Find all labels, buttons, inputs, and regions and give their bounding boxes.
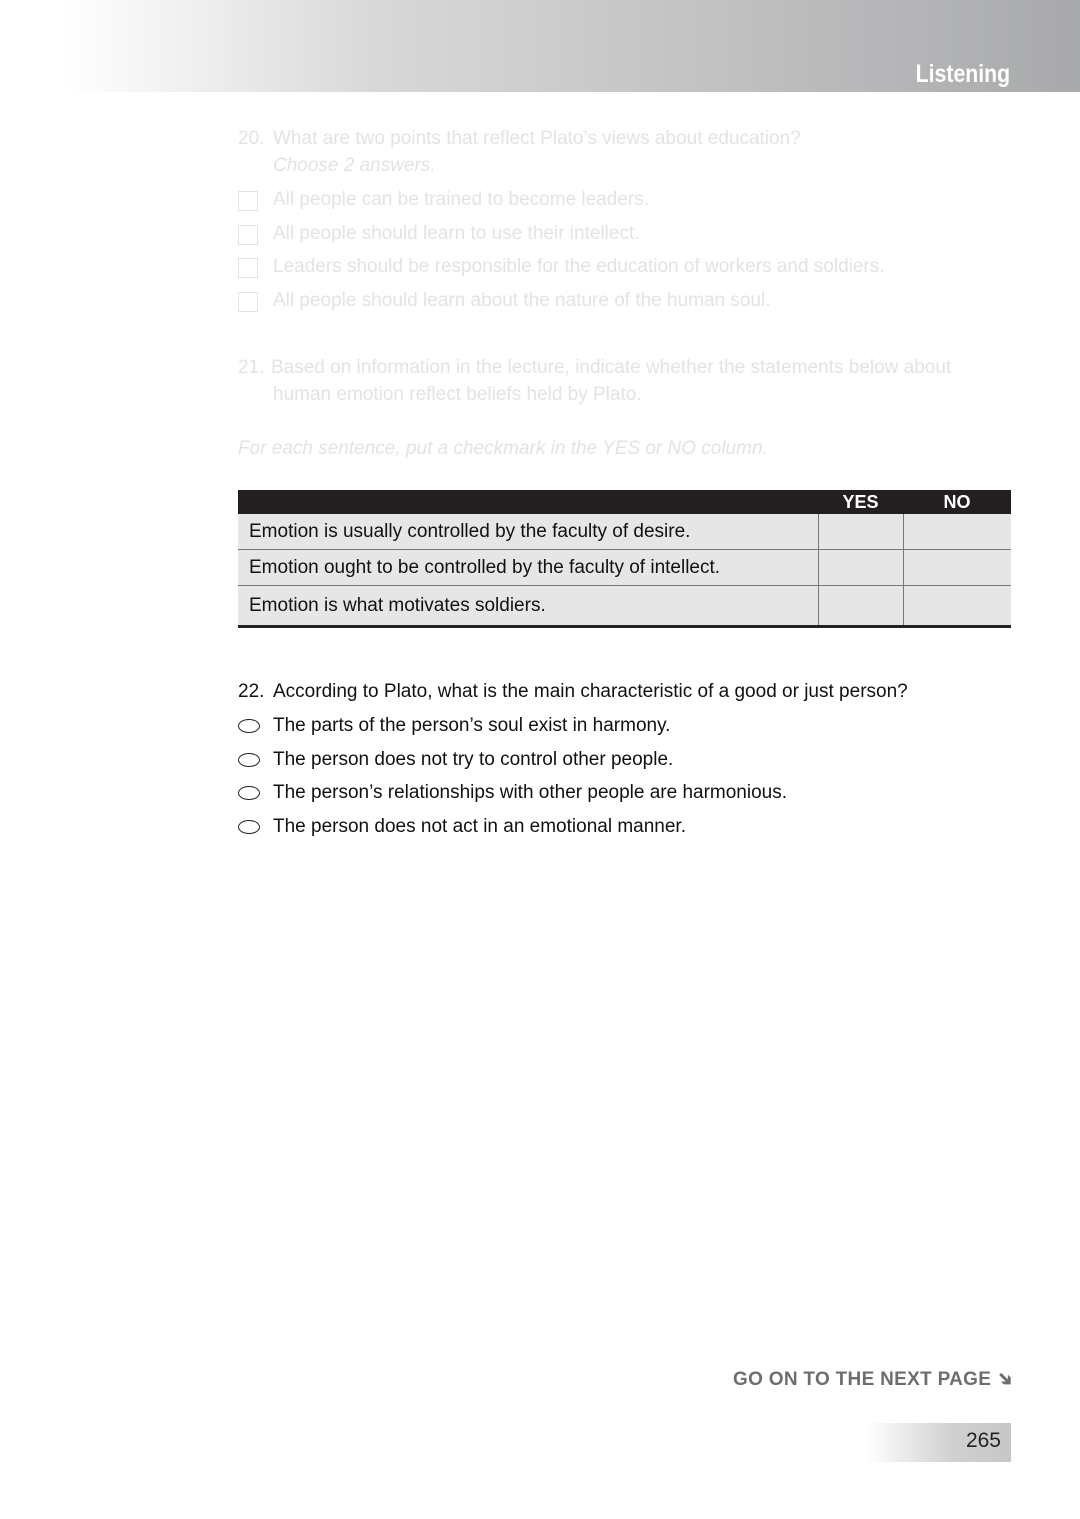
no-cell[interactable] xyxy=(903,514,1011,550)
header-no: NO xyxy=(903,490,1011,514)
header-blank xyxy=(238,490,818,514)
q20-checkbox-3[interactable] xyxy=(238,258,258,278)
q22-question: According to Plato, what is the main characteristic of a good or just person? xyxy=(273,681,908,702)
table-row xyxy=(238,514,1011,550)
page-number-box xyxy=(866,1423,1011,1462)
q20-option-3: Leaders should be responsible for the education of workers and soldiers. xyxy=(273,256,885,277)
statement: Emotion is what motivates soldiers. xyxy=(238,586,818,627)
yes-cell[interactable] xyxy=(818,550,903,586)
q22-radio-1[interactable] xyxy=(238,719,260,733)
next-page-text: GO ON TO THE NEXT PAGE xyxy=(733,1369,992,1390)
q22-option-4: The person does not act in an emotional manner. xyxy=(273,816,686,837)
q22-option-2: The person does not try to control other people. xyxy=(273,749,674,770)
yes-cell[interactable] xyxy=(818,514,903,550)
q20-question: What are two points that reflect Plato’s views about education? xyxy=(273,128,801,149)
page-number: 265 xyxy=(965,1429,1001,1452)
table-row xyxy=(238,550,1011,586)
q22-radio-4[interactable] xyxy=(238,820,260,834)
q20-checkbox-1[interactable] xyxy=(238,191,258,211)
header-bar xyxy=(0,0,1080,92)
q20-number: 20. xyxy=(238,128,265,149)
q22-radio-2[interactable] xyxy=(238,753,260,767)
yes-cell[interactable] xyxy=(818,586,903,627)
q21-table xyxy=(238,490,1011,628)
q20-checkbox-4[interactable] xyxy=(238,292,258,312)
q20-option-2: All people should learn to use their intellect. xyxy=(273,223,640,244)
q20-instruction: Choose 2 answers. xyxy=(273,155,436,176)
header-yes: YES xyxy=(818,490,903,514)
arrow-down-right-icon: ➔ xyxy=(991,1366,1019,1393)
q22-number: 22. xyxy=(238,681,265,702)
q22-radio-3[interactable] xyxy=(238,786,260,800)
section-title: Listening xyxy=(915,60,1010,88)
statement: Emotion is usually controlled by the faculty of desire. xyxy=(238,514,818,550)
q21-question-line2: human emotion reflect beliefs held by Plato. xyxy=(273,384,642,405)
q20-option-4: All people should learn about the nature of the human soul. xyxy=(273,290,771,311)
no-cell[interactable] xyxy=(903,586,1011,627)
table-row xyxy=(238,586,1011,627)
q21-question-line1: Based on information in the lecture, indicate whether the statements below about xyxy=(271,357,952,378)
q21-instruction: For each sentence, put a checkmark in the YES or NO column. xyxy=(238,438,768,459)
q21-number: 21. xyxy=(238,357,265,378)
q22-option-3: The person’s relationships with other people are harmonious. xyxy=(273,782,788,803)
q20-option-1: All people can be trained to become leaders. xyxy=(273,189,650,210)
q20-checkbox-2[interactable] xyxy=(238,225,258,245)
q22-option-1: The parts of the person’s soul exist in harmony. xyxy=(273,715,671,736)
no-cell[interactable] xyxy=(903,550,1011,586)
next-page-label xyxy=(733,1366,1019,1393)
statement: Emotion ought to be controlled by the faculty of intellect. xyxy=(238,550,818,586)
